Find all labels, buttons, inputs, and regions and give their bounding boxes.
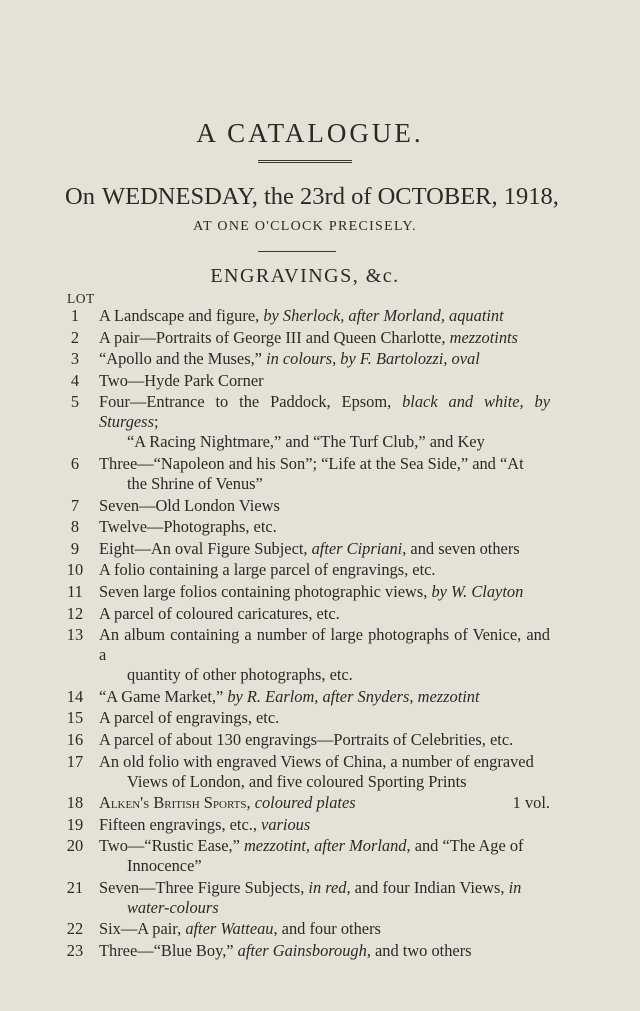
lot-description: [99, 349, 550, 369]
lot-item: [0, 306, 640, 326]
lot-text: Two—Hyde Park Corner: [99, 370, 264, 390]
lot-description: [99, 517, 550, 537]
lot-continuation: “A Racing Nightmare,” and “The Turf Club,” and Key: [127, 432, 485, 452]
time-rule: [258, 251, 336, 252]
lot-number: 11: [67, 581, 83, 601]
lot-item: [0, 687, 640, 707]
lot-text: , and four others: [273, 919, 381, 939]
lot-italic-text: in: [508, 877, 522, 897]
lot-text: “A Game Market,”: [99, 686, 228, 706]
lot-italic-text: various: [261, 814, 311, 834]
lot-italic-text: by W. Clayton: [431, 581, 524, 601]
lot-description: [99, 625, 550, 685]
lot-description: [99, 687, 550, 707]
lot-continuation: the Shrine of Venus”: [127, 473, 263, 493]
lot-number: 6: [70, 453, 80, 473]
lot-italic-text: after Gainsborough: [237, 941, 367, 961]
lot-text: Fifteen engravings, etc.,: [99, 814, 262, 834]
lot-item: [0, 496, 640, 516]
lot-description: [99, 708, 550, 728]
lot-italic-text: by R. Earlom, after Snyders, mezzotint: [227, 686, 480, 706]
lot-volume-count: 1 vol.: [512, 793, 550, 813]
lot-continuation: Views of London, and five coloured Sporting Prints: [127, 771, 467, 791]
lot-text: A Landscape and figure,: [99, 306, 264, 325]
lot-item: [0, 582, 640, 602]
lot-text: A parcel of engravings, etc.: [99, 708, 280, 728]
lot-number: 7: [70, 495, 80, 515]
lot-number: 19: [66, 814, 84, 834]
lot-item: [0, 793, 640, 813]
lot-item: [0, 560, 640, 580]
lot-item: [0, 625, 640, 685]
lot-continuation: Innocence”: [127, 856, 202, 876]
lot-italic-text: coloured plates: [254, 793, 356, 813]
lot-item: [0, 815, 640, 835]
lot-number: 4: [70, 370, 80, 390]
lot-text: Seven—Three Figure Subjects,: [99, 877, 309, 897]
lot-item: [0, 708, 640, 728]
lot-number: 3: [70, 349, 80, 369]
lot-number: 23: [66, 941, 84, 961]
lot-text: A parcel of about 130 engravings—Portraits of Celebrities, etc.: [99, 729, 514, 749]
lot-continuation: quantity of other photographs, etc.: [127, 665, 353, 685]
lot-text: Six—A pair,: [99, 919, 186, 939]
lot-number: 1: [70, 306, 80, 325]
lot-item: [0, 604, 640, 624]
lot-italic-text: after Watteau: [185, 919, 274, 939]
lot-description: [99, 496, 550, 516]
lot-list: [0, 306, 640, 963]
lot-number: 18: [66, 793, 84, 813]
lot-text: Alken's British Sports,: [99, 793, 255, 813]
section-title: ENGRAVINGS, &c.: [210, 265, 400, 287]
lot-description: [99, 328, 550, 348]
lot-italic-text: mezzotints: [449, 327, 518, 347]
sale-time: AT ONE O'CLOCK PRECISELY.: [193, 219, 417, 234]
lot-number: 2: [70, 327, 80, 347]
lot-number: 14: [66, 686, 84, 706]
lot-item: [0, 919, 640, 939]
lot-description: [99, 371, 550, 391]
lot-text: Two—“Rustic Ease,”: [99, 836, 244, 856]
page-title: A CATALOGUE.: [196, 118, 424, 148]
lot-text: , and “The Age of: [406, 836, 524, 856]
lot-item: [0, 941, 640, 961]
lot-description: [99, 919, 550, 939]
lot-description: [99, 392, 550, 452]
lot-description: [99, 941, 550, 961]
lot-number: 22: [66, 919, 84, 939]
lot-number: 8: [70, 517, 80, 537]
lot-description: [99, 836, 550, 876]
lot-description: [99, 604, 550, 624]
lot-description: [99, 730, 550, 750]
lot-italic-text: in colours, by F. Bartolozzi, oval: [266, 349, 480, 369]
lot-description: [99, 752, 550, 792]
lot-text: , and seven others: [402, 538, 520, 558]
lot-item: [0, 454, 640, 494]
sale-date: WEDNESDAY, the 23rd of OCTOBER, 1918,: [102, 183, 559, 210]
lot-description: [99, 815, 550, 835]
lot-number: 9: [70, 538, 80, 558]
lot-text: Four—Entrance to the Paddock, Epsom,: [99, 392, 403, 412]
lot-item: [0, 349, 640, 369]
sale-on-label: On: [65, 183, 95, 210]
lot-text: Seven large folios containing photographic views,: [99, 581, 432, 601]
lot-description: [99, 560, 550, 580]
lot-item: [0, 517, 640, 537]
lot-description: [99, 539, 550, 559]
lot-text: A pair—Portraits of George III and Queen Charlotte,: [99, 327, 450, 347]
lot-number: 12: [66, 603, 84, 623]
lot-number: 10: [66, 560, 84, 580]
lot-description: [99, 454, 550, 494]
lot-number: 21: [66, 877, 84, 897]
lot-description: [99, 582, 550, 602]
lot-italic-text: after Cipriani: [311, 538, 403, 558]
lot-italic-text: by Sherlock, after Morland, aquatint: [263, 306, 504, 325]
lot-italic-text: mezzotint, after Morland: [243, 836, 407, 856]
lot-text: A parcel of coloured caricatures, etc.: [99, 603, 340, 623]
lot-text: Eight—An oval Figure Subject,: [99, 538, 312, 558]
lot-text: Three—“Blue Boy,”: [99, 941, 238, 961]
lot-item: [0, 371, 640, 391]
lot-text: Three—“Napoleon and his Son”; “Life at the Sea Side,” and “At: [99, 453, 524, 473]
lot-number: 16: [66, 729, 84, 749]
lot-number: 15: [66, 708, 84, 728]
lot-text: Twelve—Photographs, etc.: [99, 517, 277, 537]
lot-continuation: water-colours: [127, 897, 219, 917]
lot-number: 5: [70, 392, 80, 412]
lot-column-heading: LOT: [67, 291, 95, 306]
lot-description: [99, 306, 550, 326]
lot-text: A folio containing a large parcel of engravings, etc.: [99, 560, 436, 580]
lot-item: [0, 836, 640, 876]
lot-text: An album containing a number of large photographs of Venice, and a: [99, 625, 550, 665]
lot-text: , and two others: [366, 941, 472, 961]
lot-italic-text: black and white, by Sturgess: [99, 392, 551, 432]
lot-text: , and four Indian Views,: [346, 877, 509, 897]
lot-item: [0, 730, 640, 750]
lot-item: [0, 328, 640, 348]
lot-item: [0, 752, 640, 792]
lot-item: [0, 878, 640, 918]
lot-text: “Apollo and the Muses,”: [99, 349, 267, 369]
title-rule: [258, 160, 352, 163]
lot-item: [0, 392, 640, 452]
lot-italic-text: in red: [308, 877, 347, 897]
lot-text: ;: [153, 412, 159, 432]
lot-number: 17: [66, 751, 84, 771]
lot-description: [99, 793, 550, 813]
lot-number: 20: [66, 836, 84, 856]
lot-text: Seven—Old London Views: [99, 495, 280, 515]
lot-number: 13: [66, 625, 84, 645]
lot-description: [99, 878, 550, 918]
sale-date-line: [65, 183, 635, 211]
lot-text: An old folio with engraved Views of China, a number of engraved: [99, 751, 534, 771]
lot-item: [0, 539, 640, 559]
